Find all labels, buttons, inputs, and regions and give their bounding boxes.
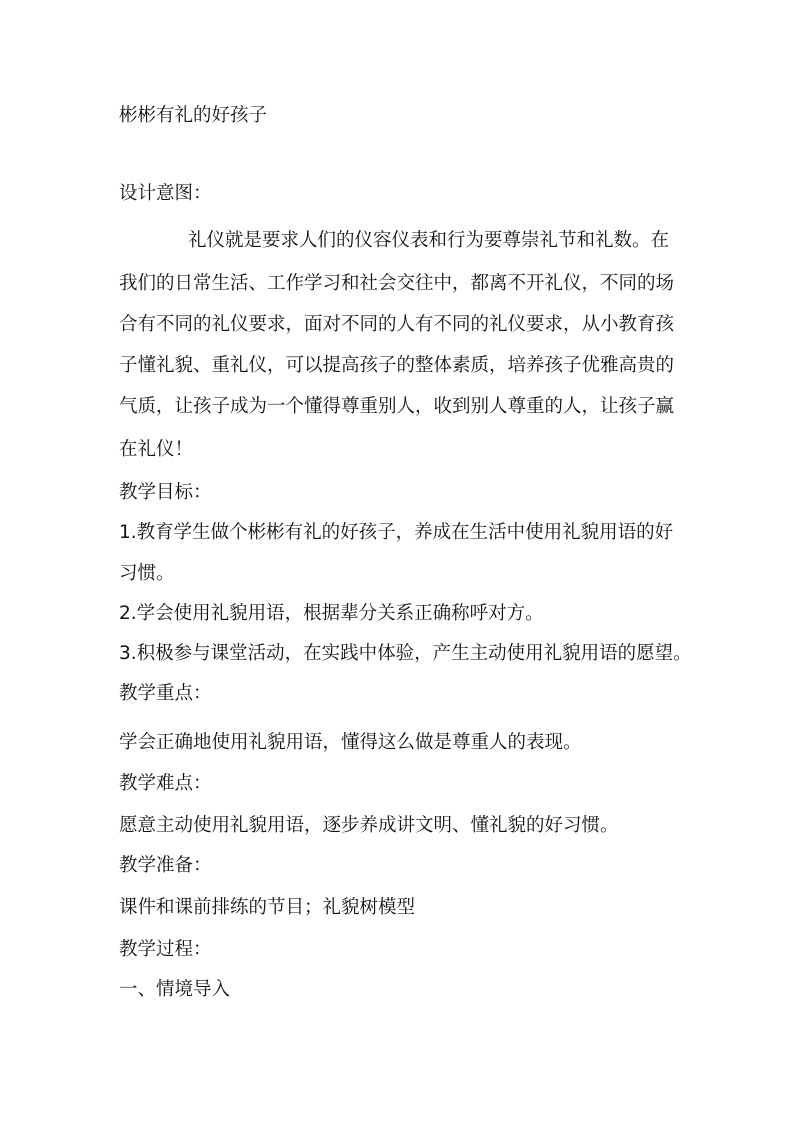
paragraph-line: 我们的日常生活、工作学习和社会交往中，都离不开礼仪，不同的场	[119, 273, 675, 294]
key-points-text: 学会正确地使用礼貌用语，懂得这么做是尊重人的表现。	[119, 732, 582, 753]
goals-heading: 教学目标：	[119, 482, 212, 503]
paragraph-line: 合有不同的礼仪要求，面对不同的人有不同的礼仪要求，从小教育孩	[119, 314, 675, 335]
document-title: 彬彬有礼的好孩子	[119, 105, 268, 126]
goal-line: 2.学会使用礼貌用语，根据辈分关系正确称呼对方。	[119, 603, 544, 624]
goal-line: 3.积极参与课堂活动，在实践中体验，产生主动使用礼貌用语的愿望。	[119, 643, 692, 664]
preparation-text: 课件和课前排练的节目；礼貌树模型	[119, 897, 416, 918]
goal-line: 1.教育学生做个彬彬有礼的好孩子，养成在生活中使用礼貌用语的好	[119, 522, 674, 543]
goal-line: 习惯。	[119, 563, 175, 584]
difficulties-heading: 教学难点：	[119, 773, 212, 794]
paragraph-line: 在礼仪！	[119, 439, 194, 460]
design-intent-heading: 设计意图：	[119, 183, 212, 204]
process-step-1: 一、情境导入	[119, 979, 231, 1000]
paragraph-line: 礼仪就是要求人们的仪容仪表和行为要尊崇礼节和礼数。在	[188, 230, 670, 251]
paragraph-line: 子懂礼貌、重礼仪，可以提高孩子的整体素质，培养孩子优雅高贵的	[119, 355, 675, 376]
key-points-heading: 教学重点：	[119, 683, 212, 704]
preparation-heading: 教学准备：	[119, 855, 212, 876]
difficulties-text: 愿意主动使用礼貌用语，逐步养成讲文明、懂礼貌的好习惯。	[119, 815, 619, 836]
process-heading: 教学过程：	[119, 939, 212, 960]
paragraph-line: 气质，让孩子成为一个懂得尊重别人，收到别人尊重的人，让孩子赢	[119, 396, 675, 417]
